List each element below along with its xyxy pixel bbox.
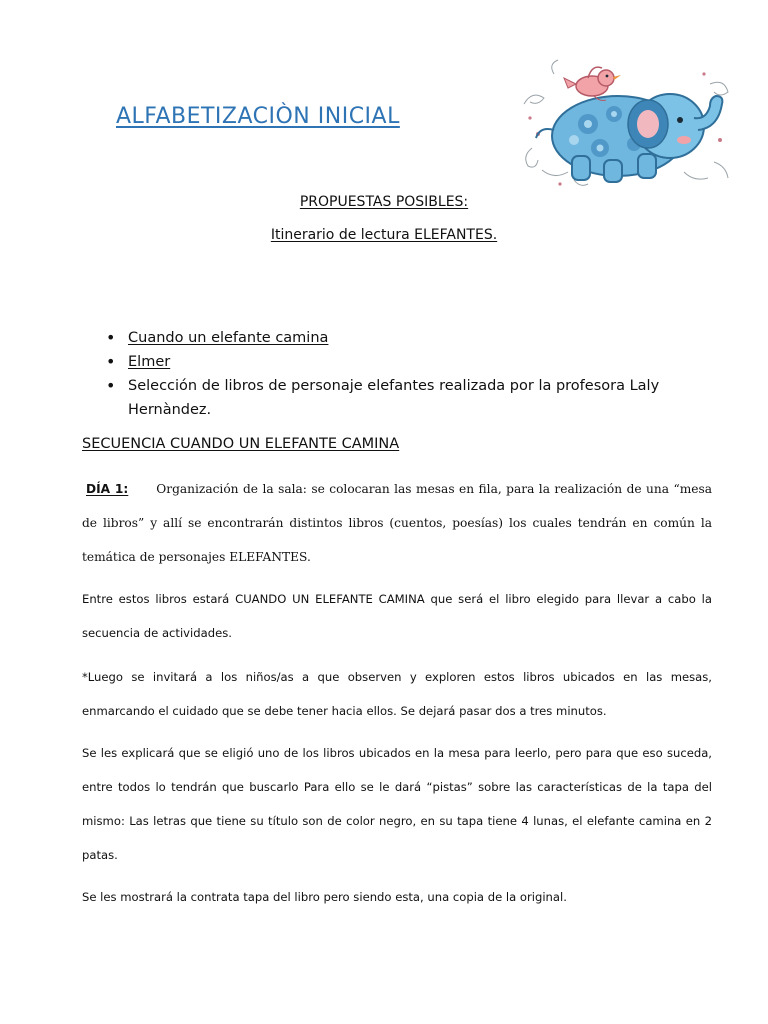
- day-label: DÍA 1:: [86, 482, 129, 496]
- book-title: Cuando un elefante camina: [128, 330, 329, 346]
- list-item-text: Selección de libros de personaje elefantes realizada por la profesora Laly Hernàndez.: [128, 378, 660, 418]
- paragraph-text: Organización de la sala: se colocaran las mesas en fila, para la realización de una “mesa de libros” y allí se encontrarán distintos libros (cuentos, poesías) los cuales tendrán en común la temática de personajes ELEFANTES.: [82, 482, 713, 564]
- paragraph: Se les mostrará la contrata tapa del libro pero siendo esta, una copia de la original.: [82, 890, 567, 904]
- paragraph-day-1: [82, 472, 712, 574]
- elephant-illustration: [514, 44, 738, 198]
- reading-itinerary-heading: Itinerario de lectura ELEFANTES.: [270, 227, 498, 243]
- paragraph: Entre estos libros estará CUANDO UN ELEFANTE CAMINA que será el libro elegido para llevar a cabo la secuencia de actividades.: [82, 592, 712, 640]
- list-item: [104, 350, 684, 374]
- book-title: Elmer: [128, 354, 171, 370]
- list-item: [104, 326, 684, 350]
- book-list: [104, 326, 684, 422]
- elephant-with-bird-icon: [514, 44, 738, 198]
- section-heading: SECUENCIA CUANDO UN ELEFANTE CAMINA: [82, 436, 400, 452]
- list-item: [104, 374, 684, 422]
- proposals-heading: PROPUESTAS POSIBLES:: [299, 194, 469, 210]
- paragraph: *Luego se invitará a los niños/as a que observen y exploren estos libros ubicados en las mesas, enmarcando el cuidado que se debe tener hacia ellos. Se dejará pasar dos a tres minutos.: [82, 670, 712, 718]
- paragraph: Se les explicará que se eligió uno de los libros ubicados en la mesa para leerlo, pero para que eso suceda, entre todos lo tendrán que buscarlo Para ello se le dará “pistas” sobre las características de la tapa del mismo: Las letras que tiene su título son de color negro, en su tapa tiene 4 lunas, el elefante camina en 2 patas.: [82, 746, 712, 862]
- document-title: ALFABETIZACIÒN INICIAL: [116, 104, 400, 129]
